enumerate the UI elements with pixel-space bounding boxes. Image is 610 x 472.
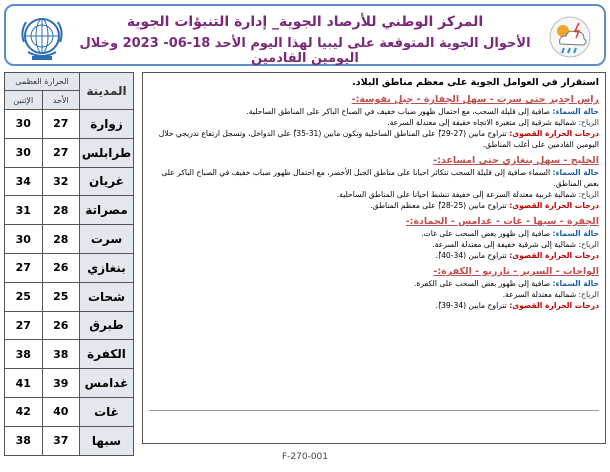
sunday-temp-cell: 40	[42, 397, 80, 426]
monday-temp-cell: 30	[5, 138, 43, 167]
sky-label: حالة السماء:	[552, 279, 599, 288]
monday-temp-cell: 30	[5, 225, 43, 254]
wmo-logo-icon	[18, 12, 66, 62]
sunday-temp-cell: 39	[42, 369, 80, 398]
forecast-text-panel	[142, 72, 606, 444]
temperature-table	[4, 72, 134, 456]
sky-label: حالة السماء:	[552, 107, 599, 116]
sunday-temp-cell: 25	[42, 282, 80, 311]
region-title: الخليج - سهل بنغازي حتى امساعد:-	[433, 155, 599, 166]
city-cell: طبرق	[80, 311, 134, 340]
col-city-header: المدينة	[80, 73, 134, 110]
wind-label: الرياح:	[578, 290, 599, 299]
header-title: المركز الوطني للأرصاد الجوية_ إدارة التنبؤات الجوية	[126, 14, 484, 30]
city-cell: سبها	[80, 426, 134, 455]
city-cell: مصراتة	[80, 196, 134, 225]
wind-text: شمالية إلى شرقية خفيفة إلى معتدلة السرعة.	[432, 240, 577, 249]
monday-temp-cell: 25	[5, 282, 43, 311]
sky-line	[149, 278, 599, 289]
sunday-temp-cell: 27	[42, 138, 80, 167]
sunday-temp-cell: 38	[42, 340, 80, 369]
monday-temp-cell: 27	[5, 311, 43, 340]
city-cell: سرت	[80, 225, 134, 254]
region-block-southeast	[149, 266, 599, 311]
sunday-temp-cell: 37	[42, 426, 80, 455]
header-banner	[4, 4, 606, 66]
city-cell: شحات	[80, 282, 134, 311]
sky-line	[149, 167, 599, 189]
temp-label: درجات الحرارة القصوى:	[509, 201, 599, 210]
sky-text: صافية إلى ظهور بعض السحب على الكفرة.	[413, 279, 551, 288]
sky-line	[149, 106, 599, 117]
temp-label: درجات الحرارة القصوى:	[509, 301, 599, 310]
monday-temp-cell: 31	[5, 196, 43, 225]
city-cell: بنغازي	[80, 253, 134, 282]
temp-line	[149, 200, 599, 211]
table-row	[5, 138, 134, 167]
region-block-northeast	[149, 155, 599, 211]
sunday-temp-cell: 32	[42, 167, 80, 196]
temp-text: تتراوح مابين (27-29)ْ على المناطق الساحلية وتكون مابين (31-35)ْ على الدواخل، وتسجل ارتفاع تدريجي خلال اليومين القادمين على أغلب المناطق.	[158, 129, 599, 149]
monday-temp-cell: 41	[5, 369, 43, 398]
table-row	[5, 196, 134, 225]
region-title: راس اجدير حتى سرت - سهل الجفارة - جبل نفوسة:-	[351, 94, 599, 105]
sky-label: حالة السماء:	[552, 229, 599, 238]
wind-label: الرياح:	[578, 240, 599, 249]
sky-line	[149, 228, 599, 239]
wind-label: الرياح:	[578, 118, 599, 127]
table-row	[5, 311, 134, 340]
sky-text: السماء صافية إلى قليلة السحب تتكاثر احيانا على مناطق الجبل الأخضر، مع احتمال ظهور ضباب خفيف في الصباح الباكر على بعض المناطق.	[161, 168, 599, 188]
table-row	[5, 253, 134, 282]
monday-temp-cell: 42	[5, 397, 43, 426]
sky-text: صافية إلى ظهور بعض السحب على غات.	[421, 229, 551, 238]
temp-line	[149, 250, 599, 261]
city-cell: غات	[80, 397, 134, 426]
col-monday-header: الإثنين	[5, 91, 43, 110]
monday-temp-cell: 38	[5, 340, 43, 369]
table-row	[5, 282, 134, 311]
monday-temp-cell: 38	[5, 426, 43, 455]
temp-label: درجات الحرارة القصوى:	[509, 251, 599, 260]
wind-line	[149, 189, 599, 200]
wind-label: الرياح:	[578, 190, 599, 199]
wind-line	[149, 239, 599, 250]
region-block-northwest	[149, 94, 599, 150]
city-cell: غدامس	[80, 369, 134, 398]
form-code: F-270-001	[281, 452, 329, 462]
table-row	[5, 110, 134, 139]
sunday-temp-cell: 28	[42, 225, 80, 254]
sky-label: حالة السماء:	[552, 168, 599, 177]
table-row	[5, 225, 134, 254]
sunday-temp-cell: 26	[42, 311, 80, 340]
temp-text: تتراوح مابين (34-39)ْ.	[435, 301, 507, 310]
city-cell: طرابلس	[80, 138, 134, 167]
region-title: الواحات - السرير - تازربو - الكفرة:-	[433, 266, 599, 277]
wind-text: شمالية غربية معتدلة السرعة إلى خفيفة تنشط احيانا على المناطق الساحلية.	[336, 190, 577, 199]
region-title: الجفرة - سبها - غات - غدامس - الحمادة:-	[405, 216, 599, 227]
col-sunday-header: الأحد	[42, 91, 80, 110]
table-row	[5, 340, 134, 369]
sky-text: صافية إلى قليلة السحب، مع احتمال ظهور ضباب خفيف في الصباح الباكر على المناطق الساحلية.	[246, 107, 551, 116]
sunday-temp-cell: 28	[42, 196, 80, 225]
monday-temp-cell: 27	[5, 253, 43, 282]
table-row	[5, 369, 134, 398]
wind-line	[149, 117, 599, 128]
monday-temp-cell: 34	[5, 167, 43, 196]
col-max-temp-header: الحرارة العظمى	[5, 73, 80, 91]
region-block-southwest	[149, 216, 599, 261]
city-cell: غريان	[80, 167, 134, 196]
header-subtitle: الأحوال الجوية المتوقعة على ليبيا لهذا اليوم الأحد 18-06- 2023 وخلال اليومين القادمين	[79, 36, 531, 66]
city-cell: الكفرة	[80, 340, 134, 369]
city-cell: زوارة	[80, 110, 134, 139]
monday-temp-cell: 30	[5, 110, 43, 139]
table-row	[5, 167, 134, 196]
temp-line	[149, 128, 599, 150]
sunday-temp-cell: 27	[42, 110, 80, 139]
table-row	[5, 426, 134, 455]
temp-label: درجات الحرارة القصوى:	[509, 129, 599, 138]
temp-line	[149, 300, 599, 311]
sunday-temp-cell: 26	[42, 253, 80, 282]
table-row	[5, 397, 134, 426]
wind-text: شمالية شرقية إلى متغيرة الاتجاه خفيفة إلى معتدلة السرعة.	[387, 118, 577, 127]
temperature-table-container	[4, 72, 134, 448]
wind-text: شمالية معتدلة السرعة.	[502, 290, 577, 299]
divider	[149, 410, 599, 411]
temp-text: تتراوح مابين (25-28)ْ على معظم المناطق.	[370, 201, 507, 210]
intro-text: استقرار في العوامل الجوية على معظم مناطق البلاد.	[352, 77, 599, 88]
wind-line	[149, 289, 599, 300]
weather-logo-icon	[546, 14, 594, 60]
temp-text: تتراوح مابين (34-40)ْ.	[435, 251, 507, 260]
